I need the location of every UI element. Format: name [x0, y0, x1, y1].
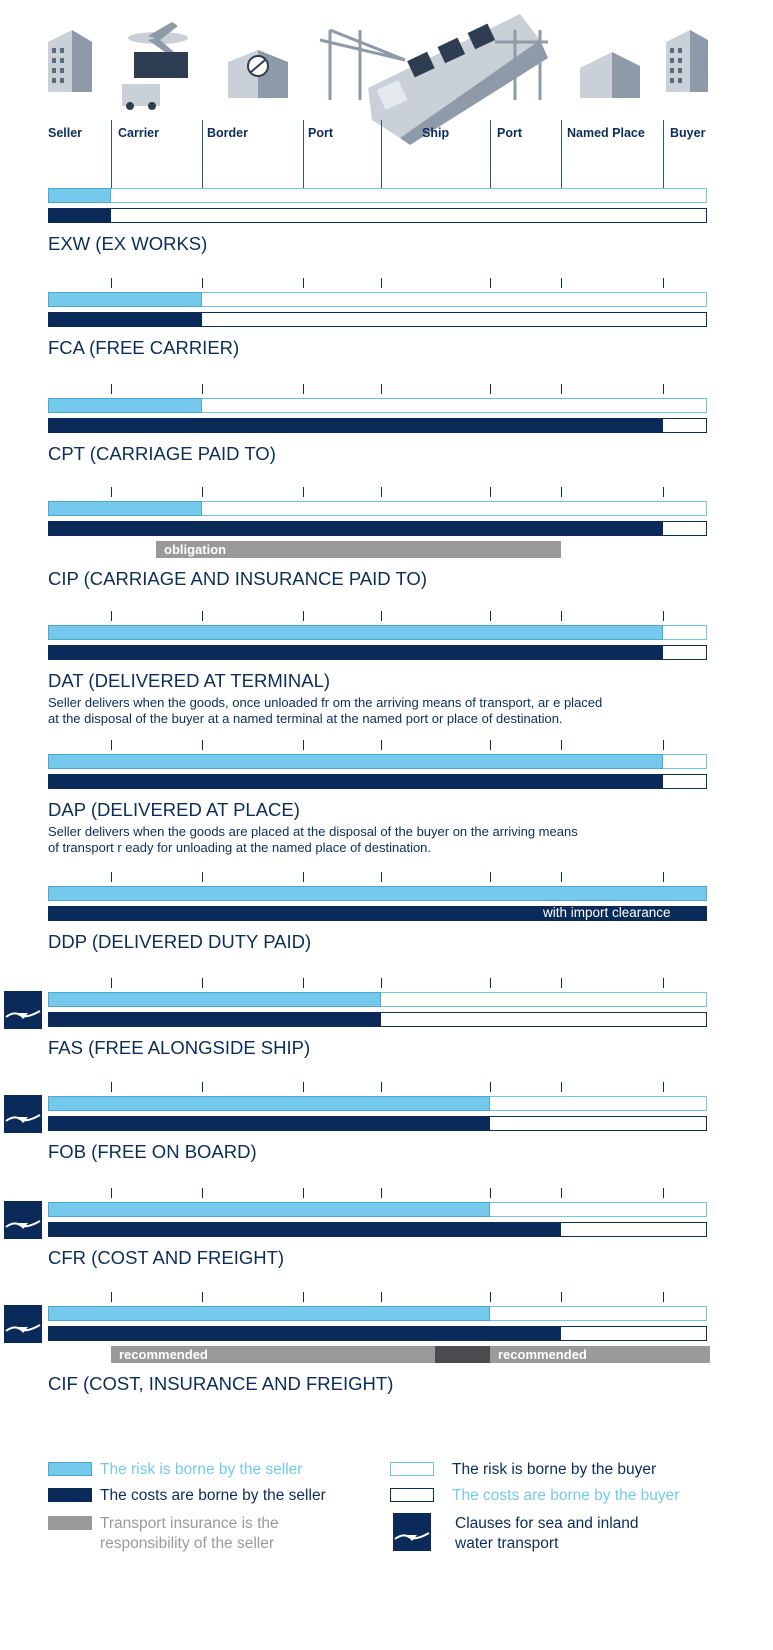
legend-cost-seller-swatch	[48, 1488, 92, 1502]
tick-mark	[490, 978, 491, 988]
tick-mark	[202, 487, 203, 497]
cip-insurance-bar: obligation	[156, 541, 561, 558]
cif-insurance-bar-1: recommended	[111, 1346, 435, 1363]
tick-mark	[561, 384, 562, 394]
transport-illustration	[0, 0, 773, 145]
fas-sea-transport-icon	[4, 991, 42, 1029]
tick-mark	[202, 1292, 203, 1302]
tick-mark	[663, 1188, 664, 1198]
tick-mark	[111, 740, 112, 750]
tick-mark	[111, 611, 112, 621]
exw-title: EXW (EX WORKS)	[48, 233, 208, 254]
dap-description-line: Seller delivers when the goods are placed at the disposal of the buyer on the arriving means	[48, 824, 578, 839]
fob-sea-transport-icon	[4, 1095, 42, 1133]
tick-mark	[202, 1188, 203, 1198]
buyer-building-icon	[666, 30, 708, 92]
cfr-sea-transport-icon	[4, 1201, 42, 1239]
exw-cost-seller-bar	[48, 208, 111, 223]
tick-mark	[381, 487, 382, 497]
tick-mark	[490, 611, 491, 621]
dap-description-line: of transport r eady for unloading at the named place of destination.	[48, 840, 432, 855]
tick-mark	[381, 1188, 382, 1198]
ddp-note: with import clearance	[543, 905, 671, 920]
tick-mark	[303, 1188, 304, 1198]
cfr-risk-seller-bar	[48, 1202, 490, 1217]
tick-mark	[303, 978, 304, 988]
tick-mark	[381, 611, 382, 621]
tick-mark	[111, 1292, 112, 1302]
tick-mark	[303, 384, 304, 394]
column-divider	[202, 120, 203, 190]
fca-title: FCA (FREE CARRIER)	[48, 337, 240, 358]
tick-mark	[490, 384, 491, 394]
tick-mark	[303, 611, 304, 621]
tick-mark	[202, 278, 203, 288]
tick-mark	[381, 384, 382, 394]
cif-sea-transport-icon	[4, 1305, 42, 1343]
exw-cost-buyer-bar	[48, 208, 707, 223]
cfr-cost-seller-bar	[48, 1222, 561, 1237]
tick-mark	[490, 872, 491, 882]
tick-mark	[490, 278, 491, 288]
tick-mark	[303, 1292, 304, 1302]
tick-mark	[663, 487, 664, 497]
cip-cost-seller-bar	[48, 521, 663, 536]
fas-title: FAS (FREE ALONGSIDE SHIP)	[48, 1037, 311, 1058]
cif-title: CIF (COST, INSURANCE AND FREIGHT)	[48, 1373, 394, 1394]
tick-mark	[381, 1082, 382, 1092]
tick-mark	[663, 278, 664, 288]
tick-mark	[111, 384, 112, 394]
tick-mark	[303, 872, 304, 882]
tick-mark	[303, 1082, 304, 1092]
tick-mark	[490, 1188, 491, 1198]
fca-risk-seller-bar	[48, 292, 202, 307]
tick-mark	[111, 1082, 112, 1092]
dat-title: DAT (DELIVERED AT TERMINAL)	[48, 670, 331, 691]
column-label-carrier: Carrier	[118, 126, 159, 140]
cpt-risk-seller-bar	[48, 398, 202, 413]
cif-risk-seller-bar	[48, 1306, 490, 1321]
cif-cost-seller-bar	[48, 1326, 561, 1341]
column-divider	[303, 120, 304, 190]
legend-insurance-swatch	[48, 1516, 92, 1530]
tick-mark	[561, 872, 562, 882]
tick-mark	[381, 872, 382, 882]
tick-mark	[202, 384, 203, 394]
legend-cost-buyer-swatch	[390, 1488, 434, 1502]
legend-risk-buyer-swatch	[390, 1462, 434, 1476]
column-label-ship: Ship	[422, 126, 450, 140]
tick-mark	[561, 487, 562, 497]
cip-title: CIP (CARRIAGE AND INSURANCE PAID TO)	[48, 568, 427, 589]
fob-cost-seller-bar	[48, 1116, 490, 1131]
tick-mark	[111, 978, 112, 988]
column-divider	[111, 120, 112, 190]
legend-sea-label-line1: Clauses for sea and inland	[455, 1515, 639, 1532]
tick-mark	[202, 978, 203, 988]
legend-risk-seller-label: The risk is borne by the seller	[100, 1461, 303, 1478]
column-label-border: Border	[207, 126, 248, 140]
tick-mark	[303, 487, 304, 497]
border-customs-icon	[228, 50, 288, 98]
fob-risk-seller-bar	[48, 1096, 490, 1111]
column-divider	[490, 120, 491, 190]
column-label-named-place: Named Place	[567, 126, 645, 140]
legend-risk-buyer-label: The risk is borne by the buyer	[452, 1461, 657, 1478]
tick-mark	[202, 611, 203, 621]
fob-title: FOB (FREE ON BOARD)	[48, 1141, 257, 1162]
legend-cost-buyer-label: The costs are borne by the buyer	[452, 1487, 680, 1504]
column-divider	[663, 120, 664, 190]
dap-cost-seller-bar	[48, 774, 663, 789]
tick-mark	[490, 1082, 491, 1092]
column-label-buyer: Buyer	[670, 126, 706, 140]
cip-risk-seller-bar	[48, 501, 202, 516]
tick-mark	[490, 487, 491, 497]
legend-insurance-label-line1: Transport insurance is the	[100, 1515, 279, 1532]
seller-building-icon	[48, 30, 92, 92]
ddp-risk-seller-bar	[48, 886, 707, 901]
column-label-port: Port	[308, 126, 333, 140]
tick-mark	[381, 1292, 382, 1302]
tick-mark	[111, 487, 112, 497]
cif-insurance-overlap	[435, 1346, 490, 1363]
tick-mark	[381, 740, 382, 750]
dat-description-line: at the disposal of the buyer at a named terminal at the named port or place of destination.	[48, 711, 563, 726]
exw-risk-buyer-bar	[48, 188, 707, 203]
legend-insurance-label-line2: responsibility of the seller	[100, 1535, 275, 1552]
column-divider	[381, 120, 382, 190]
tick-mark	[663, 384, 664, 394]
tick-mark	[561, 1292, 562, 1302]
tick-mark	[561, 611, 562, 621]
legend-sea-transport-icon	[393, 1513, 431, 1551]
legend-risk-seller-swatch	[48, 1462, 92, 1476]
dap-title: DAP (DELIVERED AT PLACE)	[48, 799, 300, 820]
tick-mark	[111, 278, 112, 288]
tick-mark	[663, 872, 664, 882]
tick-mark	[561, 740, 562, 750]
tick-mark	[111, 1188, 112, 1198]
exw-risk-seller-bar	[48, 188, 111, 203]
cif-insurance-bar-2: recommended	[490, 1346, 710, 1363]
tick-mark	[663, 1082, 664, 1092]
tick-mark	[303, 278, 304, 288]
fca-cost-seller-bar	[48, 312, 202, 327]
tick-mark	[111, 872, 112, 882]
dap-risk-seller-bar	[48, 754, 663, 769]
tick-mark	[381, 278, 382, 288]
tick-mark	[303, 740, 304, 750]
fas-risk-seller-bar	[48, 992, 381, 1007]
legend-cost-seller-label: The costs are borne by the seller	[100, 1487, 326, 1504]
named-place-warehouse-icon	[580, 52, 640, 98]
tick-mark	[561, 1188, 562, 1198]
column-divider	[561, 120, 562, 190]
tick-mark	[202, 1082, 203, 1092]
dat-description-line: Seller delivers when the goods, once unloaded fr om the arriving means of transport, ar e placed	[48, 695, 603, 710]
tick-mark	[202, 872, 203, 882]
column-label-seller: Seller	[48, 126, 83, 140]
tick-mark	[663, 978, 664, 988]
tick-mark	[663, 740, 664, 750]
tick-mark	[561, 978, 562, 988]
plane-truck-icon	[122, 22, 188, 110]
cfr-title: CFR (COST AND FREIGHT)	[48, 1247, 285, 1268]
tick-mark	[561, 278, 562, 288]
tick-mark	[381, 978, 382, 988]
tick-mark	[663, 611, 664, 621]
tick-mark	[663, 1292, 664, 1302]
legend-sea-label-line2: water transport	[455, 1535, 559, 1552]
tick-mark	[202, 740, 203, 750]
dat-risk-seller-bar	[48, 625, 663, 640]
tick-mark	[490, 740, 491, 750]
fas-cost-seller-bar	[48, 1012, 381, 1027]
column-label-port-2: Port	[497, 126, 522, 140]
ddp-title: DDP (DELIVERED DUTY PAID)	[48, 931, 312, 952]
tick-mark	[561, 1082, 562, 1092]
cpt-title: CPT (CARRIAGE PAID TO)	[48, 443, 276, 464]
tick-mark	[490, 1292, 491, 1302]
dat-cost-seller-bar	[48, 645, 663, 660]
cpt-cost-seller-bar	[48, 418, 663, 433]
